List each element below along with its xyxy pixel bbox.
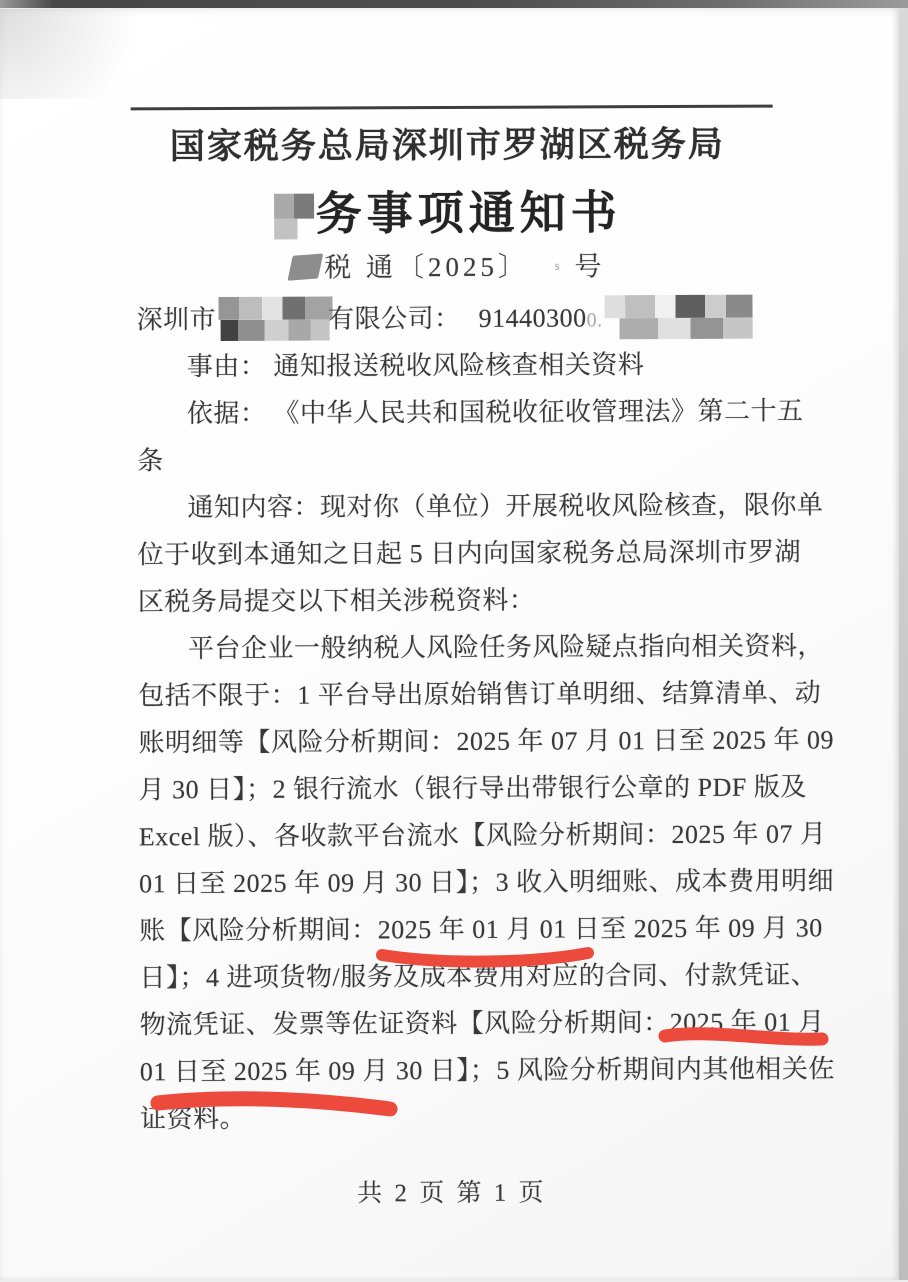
- document-number-line: [0, 243, 897, 286]
- issuing-bureau-title: 国家税务总局深圳市罗湖区税务局: [169, 124, 725, 167]
- body-line: 区税务局提交以下相关涉税资料：: [137, 585, 536, 617]
- page-footer: 共 2 页 第 1 页: [357, 1179, 547, 1208]
- recipient-line: [136, 293, 831, 343]
- body-line: 01 日至 2025 年 09 月 30 日】；5 风险分析期间内其他相关佐: [139, 1054, 835, 1087]
- paper-sheet: [0, 7, 899, 1280]
- body-line: 账【风险分析期间：2025 年 01 月 01 日至 2025 年 09 月 30: [139, 913, 823, 946]
- photo-top-edge: [0, 0, 908, 8]
- body-line-content: 通知内容：现对你（单位）开展税收风险核查，限你单: [187, 490, 824, 523]
- recipient-tax-id: 91440300: [478, 303, 587, 333]
- body-line: 月 30 日】；2 银行流水（银行导出带银行公章的 PDF 版及: [138, 772, 807, 805]
- body-line-subject: 事由： 通知报送税收风险核查相关资料: [186, 350, 645, 382]
- body-line: 位于收到本通知之日起 5 日内向国家税务总局深圳市罗湖: [137, 537, 802, 570]
- redaction-mosaic: [287, 254, 323, 281]
- body-line: 条: [137, 446, 164, 476]
- recipient-company-suffix: 有限公司：: [328, 303, 461, 334]
- document-number-suffix: 号: [574, 251, 606, 282]
- body-line: 平台企业一般纳税人风险任务风险疑点指向相关资料，: [187, 631, 825, 664]
- redaction-mosaic: [274, 194, 314, 240]
- header-rule: [131, 105, 773, 111]
- notice-body: [136, 293, 835, 1142]
- recipient-company-prefix: 深圳市: [136, 305, 217, 335]
- body-line: 01 日至 2025 年 09 月 30 日】；3 收入明细账、成本费用明细: [138, 866, 835, 899]
- redaction-mosaic: [605, 295, 753, 340]
- body-line: 日】；4 进项货物/服务及成本费用对应的合同、付款凭证、: [139, 960, 818, 993]
- paper-corner-shade: [0, 8, 178, 99]
- body-line: 物流凭证、发票等佐证资料【风险分析期间：2025 年 01 月: [139, 1007, 825, 1040]
- document-number-prefix: 税 通〔2025〕: [324, 251, 530, 283]
- body-line: 包括不限于：1 平台导出原始销售订单明细、结算清单、动: [138, 678, 822, 711]
- notice-title: 务事项通知书: [315, 187, 622, 240]
- body-line: 账明细等【风险分析期间：2025 年 07 月 01 日至 2025 年 09: [138, 725, 835, 758]
- body-line: 证资料。: [140, 1103, 247, 1134]
- redaction-mosaic: [218, 297, 332, 341]
- recipient-tax-id-faint: 0.: [586, 309, 603, 332]
- body-line: Excel 版）、各收款平台流水【风险分析期间：2025 年 07 月: [138, 819, 827, 852]
- body-line-basis: 依据： 《中华人民共和国税收征收管理法》第二十五: [186, 396, 804, 429]
- document-number-faint: ˢ: [554, 256, 561, 281]
- notice-title-row: [0, 175, 897, 245]
